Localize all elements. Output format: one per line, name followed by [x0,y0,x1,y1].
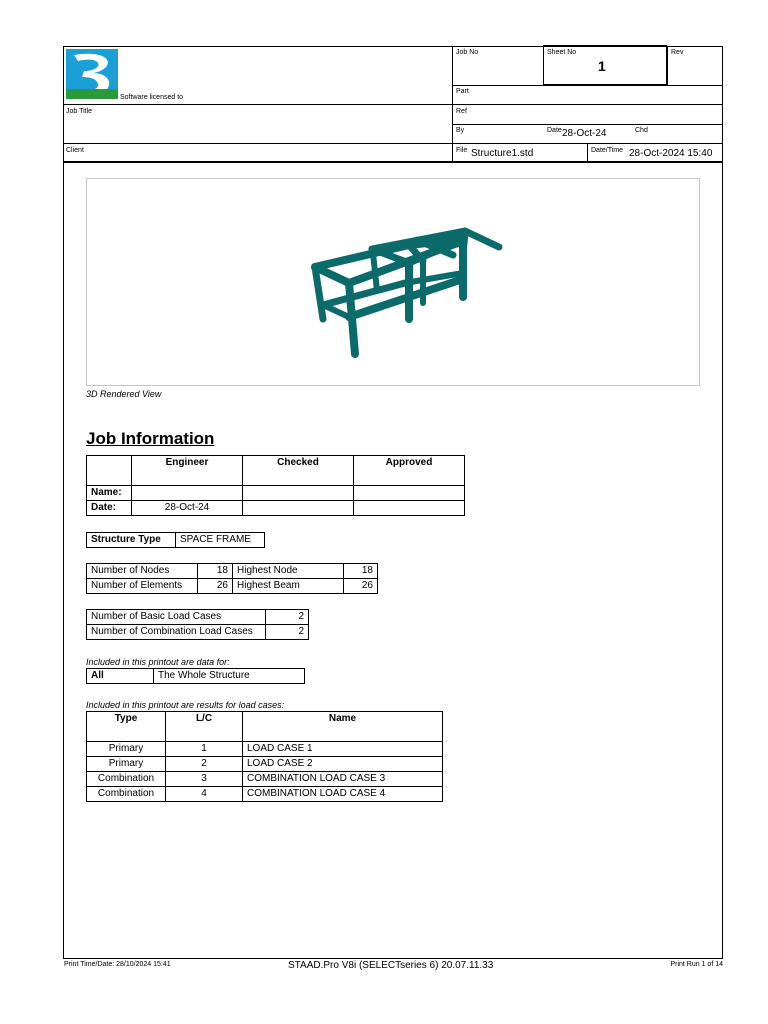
table-row [87,772,443,787]
result-lc: 3 [166,772,243,787]
highest-node-label: Highest Node [233,564,344,579]
file-label: File [456,147,468,154]
rendered-view [86,178,700,386]
table-row [87,610,309,625]
combo-load-value: 2 [266,625,309,640]
result-type: Primary [87,742,166,757]
highest-beam-label: Highest Beam [233,579,344,594]
date-label: Date [547,127,562,134]
data-for-key: All [87,669,154,684]
job-info-col-blank [87,456,132,486]
data-for-value: The Whole Structure [154,669,305,684]
results-caption: Included in this printout are results for load cases: [86,700,285,710]
results-col-lc: L/C [166,712,243,742]
footer-print-time: Print Time/Date: 28/10/2024 15:41 [64,961,171,968]
basic-load-value: 2 [266,610,309,625]
structure-type-value: SPACE FRAME [176,533,265,548]
file-value: Structure1.std [471,148,534,159]
approved-name [354,486,465,501]
load-counts-table [86,609,309,640]
footer-software: STAAD.Pro V8i (SELECTseries 6) 20.07.11.33 [288,960,494,971]
table-row [87,757,443,772]
result-name: LOAD CASE 1 [243,742,443,757]
job-info-col-checked: Checked [243,456,354,486]
footer-print-run: Print Run 1 of 14 [670,961,723,968]
structure-3d-image [87,179,699,385]
company-logo [66,49,118,99]
date-value: 28-Oct-24 [562,128,607,139]
result-lc: 2 [166,757,243,772]
sheet-no-label: Sheet No [547,49,577,56]
table-row [87,486,465,501]
job-information-title: Job Information [86,429,215,448]
highest-node-value: 18 [344,564,378,579]
checked-date [243,501,354,516]
results-col-type: Type [87,712,166,742]
part-label: Part [456,88,469,95]
table-row [87,579,378,594]
elements-value: 26 [198,579,233,594]
view-caption: 3D Rendered View [86,389,162,399]
job-info-col-engineer: Engineer [132,456,243,486]
ref-label: Ref [456,108,467,115]
table-row [87,501,465,516]
result-type: Combination [87,787,166,802]
table-row [87,787,443,802]
logo-icon [66,49,118,99]
results-table [86,711,443,802]
highest-beam-value: 26 [344,579,378,594]
job-information-table [86,455,465,516]
datetime-label: Date/Time [591,147,624,154]
result-name: COMBINATION LOAD CASE 3 [243,772,443,787]
approved-date [354,501,465,516]
chd-label: Chd [635,127,648,134]
combo-load-label: Number of Combination Load Cases [87,625,266,640]
results-col-name: Name [243,712,443,742]
licensed-to-label: Software licensed to [120,94,184,101]
basic-load-label: Number of Basic Load Cases [87,610,266,625]
client-label: Client [66,147,84,154]
job-info-col-approved: Approved [354,456,465,486]
job-no-label: Job No [456,49,479,56]
engineer-name [132,486,243,501]
elements-label: Number of Elements [87,579,198,594]
result-name: LOAD CASE 2 [243,757,443,772]
sheet-no-value: 1 [598,58,606,74]
row-label: Date: [87,501,132,516]
engineer-date: 28-Oct-24 [132,501,243,516]
checked-name [243,486,354,501]
data-for-caption: Included in this printout are data for: [86,657,230,667]
counts-table [86,563,378,594]
structure-type-label: Structure Type [87,533,176,548]
job-title-label: Job Title [66,108,93,115]
row-label: Name: [87,486,132,501]
result-type: Combination [87,772,166,787]
nodes-label: Number of Nodes [87,564,198,579]
result-lc: 1 [166,742,243,757]
table-row [87,625,309,640]
nodes-value: 18 [198,564,233,579]
datetime-value: 28-Oct-2024 15:40 [629,148,713,159]
result-type: Primary [87,757,166,772]
rev-label: Rev [671,49,684,56]
table-row [87,564,378,579]
structure-type-table [86,532,265,548]
by-label: By [456,127,465,134]
result-name: COMBINATION LOAD CASE 4 [243,787,443,802]
result-lc: 4 [166,787,243,802]
data-for-table [86,668,305,684]
table-row [87,742,443,757]
